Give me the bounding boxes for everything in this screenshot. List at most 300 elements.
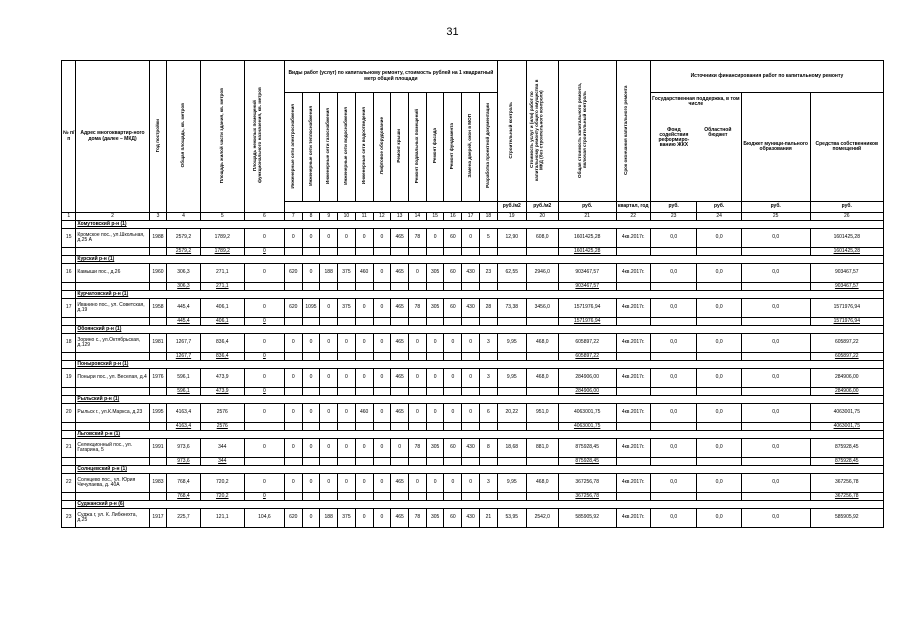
subtotal-cell: 768,4 xyxy=(167,493,200,501)
table-cell: 4кв.2017г. xyxy=(616,509,650,528)
district-label: Солнцевский р-н (1) xyxy=(77,465,128,472)
subtotal-cell xyxy=(391,353,409,361)
column-number: 23 xyxy=(650,213,697,221)
table-cell: 0,0 xyxy=(650,404,697,423)
column-number: 18 xyxy=(479,213,497,221)
subtotal-cell xyxy=(741,353,810,361)
subtotal-cell xyxy=(479,458,497,466)
subtotal-cell xyxy=(426,353,444,361)
subtotal-cell xyxy=(373,423,391,431)
subtotal-cell xyxy=(650,283,697,291)
table-cell: 951,0 xyxy=(526,404,558,423)
subtotal-row xyxy=(62,388,884,396)
table-cell: 0 xyxy=(338,404,356,423)
table-cell: 375 xyxy=(338,264,356,283)
table-cell: 620 xyxy=(284,299,302,318)
header-work-1: Инженерные сети электроснабжения xyxy=(289,103,295,189)
table-cell: 0 xyxy=(373,334,391,353)
table-cell: 0,0 xyxy=(741,404,810,423)
table-cell: 78 xyxy=(409,299,427,318)
subtotal-cell xyxy=(497,458,526,466)
table-cell: 875928,45 xyxy=(810,439,883,458)
district-row xyxy=(62,326,884,334)
table-cell: 0,0 xyxy=(650,369,697,388)
column-number: 3 xyxy=(149,213,167,221)
header-work-5: Инженерные сети водоотведения xyxy=(360,107,366,185)
header-municipal: Бюджет муници-пального образования xyxy=(741,93,810,202)
subtotal-cell xyxy=(409,493,427,501)
table-cell: 881,0 xyxy=(526,439,558,458)
table-cell: 768,4 xyxy=(167,474,200,493)
table-cell: 12,90 xyxy=(497,229,526,248)
subtotal-cell xyxy=(426,248,444,256)
table-cell: 0 xyxy=(320,474,338,493)
table-cell: 0 xyxy=(320,439,338,458)
table-cell: 605897,22 xyxy=(810,334,883,353)
table-cell: 0 xyxy=(355,439,373,458)
subtotal-cell xyxy=(409,318,427,326)
subtotal-cell xyxy=(149,318,167,326)
table-cell: 0 xyxy=(426,404,444,423)
subtotal-cell xyxy=(302,353,320,361)
table-cell: 6 xyxy=(479,404,497,423)
subtotal-cell xyxy=(616,353,650,361)
table-cell: 0 xyxy=(409,404,427,423)
subtotal-cell xyxy=(284,458,302,466)
subtotal-cell xyxy=(497,493,526,501)
table-cell: 0 xyxy=(302,509,320,528)
table-cell: 4кв.2017г. xyxy=(616,334,650,353)
table-cell: Рыльск г., ул.К.Маркса, д.23 xyxy=(76,404,149,423)
subtotal-cell xyxy=(320,388,338,396)
subtotal-cell xyxy=(462,458,480,466)
district-label: Поныровский р-н (1) xyxy=(77,360,129,367)
subtotal-cell xyxy=(426,318,444,326)
subtotal-cell: 284906,00 xyxy=(558,388,616,396)
table-cell: 0 xyxy=(373,509,391,528)
subtotal-cell xyxy=(697,423,741,431)
subtotal-cell xyxy=(149,248,167,256)
table-cell: 430 xyxy=(462,264,480,283)
table-cell: 375 xyxy=(338,299,356,318)
header-work-9: Ремонт фасада xyxy=(431,128,437,164)
district-row xyxy=(62,501,884,509)
table-cell: 4кв.2017г. xyxy=(616,404,650,423)
header-term: Срок окончания капитального ремонта xyxy=(623,85,629,175)
table-cell: 1983 xyxy=(149,474,167,493)
table-cell: 465 xyxy=(391,264,409,283)
subtotal-cell xyxy=(373,283,391,291)
table-cell: 16 xyxy=(62,264,76,283)
table-cell: 1571976,94 xyxy=(810,299,883,318)
table-cell: 284906,00 xyxy=(810,369,883,388)
subtotal-cell xyxy=(409,283,427,291)
subtotal-cell xyxy=(741,248,810,256)
table-cell: 430 xyxy=(462,509,480,528)
table-cell: 0 xyxy=(302,439,320,458)
subtotal-cell xyxy=(462,318,480,326)
table-cell: 0 xyxy=(284,369,302,388)
table-cell: 9,95 xyxy=(497,474,526,493)
subtotal-cell: 605897,22 xyxy=(558,353,616,361)
subtotal-cell xyxy=(616,458,650,466)
table-cell: 0 xyxy=(244,334,284,353)
subtotal-cell xyxy=(284,388,302,396)
header-work-8: Ремонт подвальных помещений xyxy=(413,108,419,183)
subtotal-cell xyxy=(650,458,697,466)
subtotal-cell xyxy=(741,318,810,326)
column-number: 7 xyxy=(284,213,302,221)
subtotal-cell xyxy=(149,283,167,291)
subtotal-cell: 0 xyxy=(244,493,284,501)
table-cell: 875928,45 xyxy=(558,439,616,458)
header-work-6: Лифтовое оборудование xyxy=(378,117,384,175)
subtotal-cell xyxy=(62,458,76,466)
subtotal-cell: 875928,45 xyxy=(558,458,616,466)
subtotal-cell xyxy=(284,283,302,291)
subtotal-cell xyxy=(409,423,427,431)
table-header xyxy=(62,61,884,221)
subtotal-cell xyxy=(62,283,76,291)
column-number: 20 xyxy=(526,213,558,221)
table-cell: 2576 xyxy=(200,404,244,423)
subtotal-cell xyxy=(76,458,149,466)
table-cell: 0 xyxy=(302,334,320,353)
subtotal-cell xyxy=(355,493,373,501)
unit-rub-23: руб. xyxy=(650,202,697,213)
table-cell: 0 xyxy=(284,229,302,248)
district-row xyxy=(62,466,884,474)
table-cell: Поныри пос., ул. Веселая, д.4 xyxy=(76,369,149,388)
subtotal-cell: 0 xyxy=(244,248,284,256)
table-cell: 973,6 xyxy=(167,439,200,458)
subtotal-cell: 2576 xyxy=(200,423,244,431)
table-cell: 0 xyxy=(444,404,462,423)
column-number: 16 xyxy=(444,213,462,221)
subtotal-cell xyxy=(76,283,149,291)
table-cell: 4кв.2017г. xyxy=(616,229,650,248)
table-cell: 20,22 xyxy=(497,404,526,423)
subtotal-cell xyxy=(497,318,526,326)
subtotal-cell xyxy=(462,248,480,256)
table-cell: 0 xyxy=(320,404,338,423)
subtotal-cell xyxy=(526,423,558,431)
table-cell: 0 xyxy=(444,369,462,388)
table-cell: 3 xyxy=(479,369,497,388)
subtotal-cell xyxy=(697,318,741,326)
table-cell: Солнцево пос., ул. Юрия Чечулаева, д. 40А xyxy=(76,474,149,493)
column-number: 12 xyxy=(373,213,391,221)
subtotal-cell xyxy=(149,388,167,396)
table-cell: 465 xyxy=(391,404,409,423)
header-work-3: Инженерные сети газоснабжения xyxy=(325,107,331,184)
table-cell: 4кв.2017г. xyxy=(616,439,650,458)
table-cell: 1991 xyxy=(149,439,167,458)
subtotal-cell: 445,4 xyxy=(167,318,200,326)
table-cell: 0 xyxy=(302,229,320,248)
table-cell: 4163,4 xyxy=(167,404,200,423)
subtotal-cell xyxy=(338,283,356,291)
table-cell: 836,4 xyxy=(200,334,244,353)
column-number: 14 xyxy=(409,213,427,221)
table-cell: 0 xyxy=(320,299,338,318)
table-cell: 0,0 xyxy=(697,404,741,423)
subtotal-cell xyxy=(62,493,76,501)
table-cell: 271,1 xyxy=(200,264,244,283)
header-nonres-area: Площадь нежилых помещений функционального назначения, кв. метров xyxy=(252,87,263,184)
subtotal-cell xyxy=(62,248,76,256)
subtotal-cell: 0 xyxy=(244,318,284,326)
page-number: 31 xyxy=(446,26,459,38)
subtotal-cell xyxy=(616,423,650,431)
subtotal-cell xyxy=(741,283,810,291)
table-cell: Селекционный пос., ул. Гагарина, 5 xyxy=(76,439,149,458)
subtotal-cell xyxy=(697,283,741,291)
subtotal-cell: 605897,22 xyxy=(810,353,883,361)
subtotal-cell xyxy=(526,353,558,361)
subtotal-cell xyxy=(149,353,167,361)
table-cell: 0 xyxy=(244,264,284,283)
subtotal-cell: 367256,78 xyxy=(810,493,883,501)
table-cell: 60 xyxy=(444,264,462,283)
table-cell: 1789,2 xyxy=(200,229,244,248)
column-number: 19 xyxy=(497,213,526,221)
subtotal-cell xyxy=(409,388,427,396)
subtotal-cell: 4063001,75 xyxy=(558,423,616,431)
table-cell: 0,0 xyxy=(650,334,697,353)
table-row xyxy=(62,474,884,493)
table-cell: 0 xyxy=(355,334,373,353)
subtotal-cell xyxy=(373,388,391,396)
column-number: 17 xyxy=(462,213,480,221)
table-cell: 19 xyxy=(62,369,76,388)
subtotal-cell xyxy=(616,248,650,256)
subtotal-cell xyxy=(244,283,284,291)
subtotal-cell: 1571976,94 xyxy=(558,318,616,326)
district-row xyxy=(62,221,884,229)
column-number: 8 xyxy=(302,213,320,221)
table-row xyxy=(62,439,884,458)
subtotal-cell xyxy=(650,423,697,431)
subtotal-cell xyxy=(302,318,320,326)
subtotal-cell xyxy=(697,353,741,361)
district-label: Рыльский р-н (1) xyxy=(77,395,120,402)
table-cell: 0 xyxy=(373,369,391,388)
table-cell: 0,0 xyxy=(741,509,810,528)
table-cell: 0,0 xyxy=(741,474,810,493)
table-cell: 0 xyxy=(426,334,444,353)
subtotal-cell xyxy=(302,423,320,431)
header-living-area: Площадь жилой части здания, кв. метров xyxy=(218,87,224,184)
table-cell: 0,0 xyxy=(697,229,741,248)
subtotal-cell xyxy=(462,493,480,501)
table-cell: 0 xyxy=(244,229,284,248)
district-label: Курчатовский р-н (1) xyxy=(77,290,129,297)
table-cell: 0 xyxy=(302,474,320,493)
table-cell: 18,68 xyxy=(497,439,526,458)
table-cell: 0 xyxy=(284,439,302,458)
subtotal-cell xyxy=(338,493,356,501)
table-cell: 15 xyxy=(62,229,76,248)
table-cell: 0 xyxy=(462,334,480,353)
table-cell: 0,0 xyxy=(697,474,741,493)
table-cell: 0 xyxy=(409,264,427,283)
subtotal-row xyxy=(62,423,884,431)
table-cell: 0 xyxy=(391,439,409,458)
header-owners: Средства собственников помещений xyxy=(810,93,883,202)
table-cell: 0,0 xyxy=(741,439,810,458)
table-cell: 0 xyxy=(444,474,462,493)
subtotal-cell xyxy=(62,388,76,396)
table-cell: 0 xyxy=(426,229,444,248)
subtotal-cell: 367256,78 xyxy=(558,493,616,501)
subtotal-cell xyxy=(338,318,356,326)
unit-term: квартал, год xyxy=(616,202,650,213)
table-row xyxy=(62,264,884,283)
subtotal-cell xyxy=(284,353,302,361)
table-cell: 367256,78 xyxy=(810,474,883,493)
subtotal-cell: 1789,2 xyxy=(200,248,244,256)
subtotal-cell xyxy=(479,283,497,291)
header-n: № п/п xyxy=(62,61,76,213)
table-cell: 0,0 xyxy=(697,439,741,458)
subtotal-cell xyxy=(697,388,741,396)
subtotal-cell xyxy=(320,353,338,361)
table-cell: Кромское пос., ул.Школьная, д.25 А xyxy=(76,229,149,248)
column-number: 1 xyxy=(62,213,76,221)
table-row xyxy=(62,299,884,318)
unit-rub-25: руб. xyxy=(741,202,810,213)
header-year: Год постройки xyxy=(154,118,160,152)
column-number: 26 xyxy=(810,213,883,221)
table-cell: 60 xyxy=(444,229,462,248)
table-row xyxy=(62,229,884,248)
district-row xyxy=(62,431,884,439)
table-cell: 9,95 xyxy=(497,334,526,353)
table-cell: 0 xyxy=(355,509,373,528)
table-cell: 1958 xyxy=(149,299,167,318)
district-row xyxy=(62,291,884,299)
column-number: 9 xyxy=(320,213,338,221)
header-work-2: Инженерные сети теплоснабжения xyxy=(307,105,313,186)
column-number: 15 xyxy=(426,213,444,221)
table-cell: 0 xyxy=(373,264,391,283)
subtotal-cell xyxy=(479,248,497,256)
table-cell: 306,3 xyxy=(167,264,200,283)
subtotal-cell xyxy=(526,318,558,326)
table-cell: 1976 xyxy=(149,369,167,388)
table-cell: Иванино пос., ул. Советская, д.19 xyxy=(76,299,149,318)
table-cell: 465 xyxy=(391,299,409,318)
table-cell: 430 xyxy=(462,299,480,318)
table-cell: 60 xyxy=(444,509,462,528)
header-work-10: Ремонт фундамента xyxy=(449,122,455,169)
subtotal-cell: 0 xyxy=(244,388,284,396)
table-cell: 1995 xyxy=(149,404,167,423)
subtotal-cell xyxy=(444,248,462,256)
table-cell: 0 xyxy=(320,369,338,388)
subtotal-cell xyxy=(741,458,810,466)
subtotal-cell xyxy=(391,493,409,501)
subtotal-cell xyxy=(302,493,320,501)
table-cell: 0 xyxy=(320,334,338,353)
table-cell: 0 xyxy=(462,474,480,493)
table-cell: 0 xyxy=(320,229,338,248)
table-cell: 0 xyxy=(338,439,356,458)
subtotal-cell xyxy=(320,423,338,431)
table-cell: 305 xyxy=(426,264,444,283)
table-cell: 608,0 xyxy=(526,229,558,248)
unit-bc: руб./м2 xyxy=(497,202,526,213)
table-cell: 468,0 xyxy=(526,474,558,493)
header-unit-cost: Стоимость услуг и (или) работ по капитальному ремонту общего имущества в МКД (без строительного контроля) xyxy=(529,79,544,181)
table-cell: 720,2 xyxy=(200,474,244,493)
subtotal-cell xyxy=(320,493,338,501)
table-cell: 23 xyxy=(62,509,76,528)
table-cell: 4кв.2017г. xyxy=(616,299,650,318)
subtotal-cell xyxy=(244,423,284,431)
table-cell: 1960 xyxy=(149,264,167,283)
subtotal-cell xyxy=(76,248,149,256)
subtotal-cell xyxy=(444,458,462,466)
subtotal-cell xyxy=(149,423,167,431)
subtotal-cell xyxy=(479,423,497,431)
table-cell: 78 xyxy=(409,229,427,248)
subtotal-cell: 875928,45 xyxy=(810,458,883,466)
table-cell: 903467,57 xyxy=(558,264,616,283)
subtotal-cell xyxy=(355,458,373,466)
table-row xyxy=(62,404,884,423)
table-cell: 225,7 xyxy=(167,509,200,528)
table-cell: 73,38 xyxy=(497,299,526,318)
table-cell: 0,0 xyxy=(650,474,697,493)
subtotal-cell: 306,3 xyxy=(167,283,200,291)
column-number: 5 xyxy=(200,213,244,221)
subtotal-cell xyxy=(76,353,149,361)
subtotal-cell xyxy=(650,388,697,396)
table-cell: Зорино с., ул.Октябрьская, д.129 xyxy=(76,334,149,353)
subtotal-cell xyxy=(302,283,320,291)
table-cell: 0 xyxy=(244,404,284,423)
subtotal-cell: 0 xyxy=(244,353,284,361)
subtotal-cell xyxy=(444,423,462,431)
subtotal-cell: 4063001,75 xyxy=(810,423,883,431)
subtotal-cell xyxy=(479,318,497,326)
subtotal-cell xyxy=(497,388,526,396)
table-cell: 0,0 xyxy=(697,369,741,388)
table-cell: 0 xyxy=(355,474,373,493)
table-cell: 468,0 xyxy=(526,369,558,388)
subtotal-cell xyxy=(355,423,373,431)
header-regional: Областной бюджет xyxy=(704,126,732,138)
table-cell: 1981 xyxy=(149,334,167,353)
column-number: 13 xyxy=(391,213,409,221)
table-cell: 0 xyxy=(284,404,302,423)
table-cell: 4кв.2017г. xyxy=(616,264,650,283)
table-row xyxy=(62,334,884,353)
subtotal-cell xyxy=(497,423,526,431)
subtotal-cell xyxy=(373,248,391,256)
subtotal-cell xyxy=(373,458,391,466)
table-cell: 2579,2 xyxy=(167,229,200,248)
table-cell: 18 xyxy=(62,334,76,353)
subtotal-cell xyxy=(426,458,444,466)
subtotal-cell xyxy=(650,353,697,361)
table-cell: 0 xyxy=(373,439,391,458)
table-cell: 0 xyxy=(355,299,373,318)
table-cell: 465 xyxy=(391,369,409,388)
table-cell: 0 xyxy=(409,334,427,353)
